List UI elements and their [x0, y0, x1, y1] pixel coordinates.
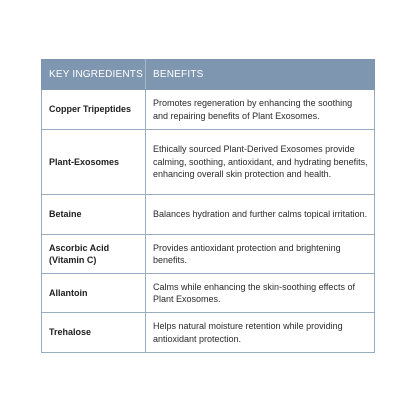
ingredient-name: Copper Tripeptides — [42, 90, 146, 130]
ingredient-benefit: Provides antioxidant protection and brightening benefits. — [146, 235, 375, 274]
ingredient-name: Plant-Exosomes — [42, 130, 146, 195]
ingredient-benefit: Calms while enhancing the skin-soothing effects of Plant Exosomes. — [146, 274, 375, 313]
ingredient-benefit: Balances hydration and further calms topical irritation. — [146, 195, 375, 235]
header-benefits: BENEFITS — [146, 60, 375, 90]
table-row — [42, 313, 375, 353]
ingredient-name: Ascorbic Acid (Vitamin C) — [42, 235, 146, 274]
table-body — [42, 90, 375, 353]
table-header — [42, 60, 375, 90]
table-row — [42, 195, 375, 235]
ingredient-name: Trehalose — [42, 313, 146, 353]
ingredient-name: Allantoin — [42, 274, 146, 313]
table-row — [42, 274, 375, 313]
header-row — [42, 60, 375, 90]
ingredients-table — [41, 59, 375, 353]
ingredient-benefit: Promotes regeneration by enhancing the soothing and repairing benefits of Plant Exosomes. — [146, 90, 375, 130]
table-row — [42, 90, 375, 130]
table-row — [42, 235, 375, 274]
ingredient-benefit: Ethically sourced Plant-Derived Exosomes provide calming, soothing, antioxidant, and hydrating benefits, enhancing overall skin protection and health. — [146, 130, 375, 195]
table-row — [42, 130, 375, 195]
ingredient-benefit: Helps natural moisture retention while providing antioxidant protection. — [146, 313, 375, 353]
ingredient-name: Betaine — [42, 195, 146, 235]
header-key-ingredients: KEY INGREDIENTS — [42, 60, 146, 90]
